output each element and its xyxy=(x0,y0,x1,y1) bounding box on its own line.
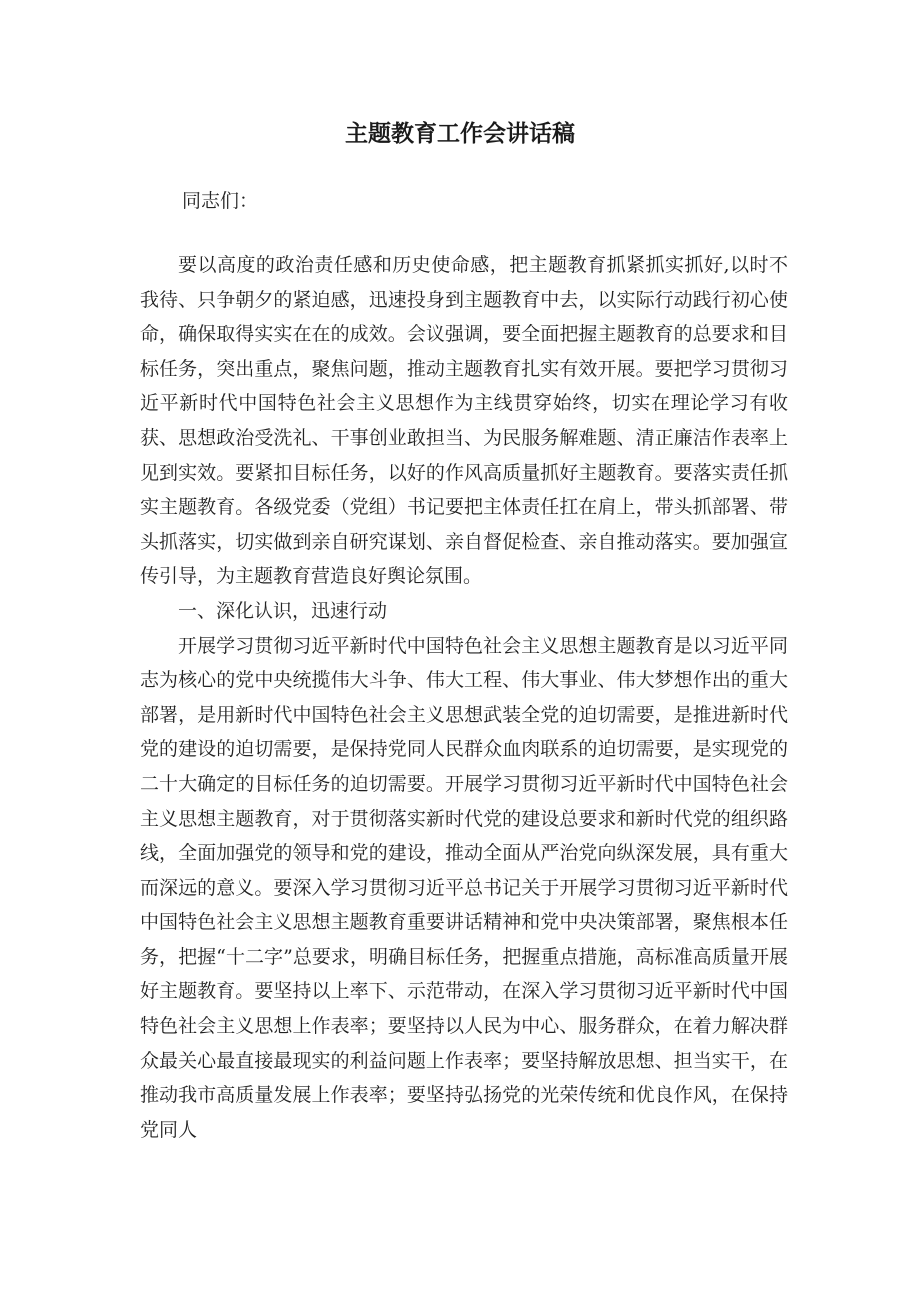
salutation: 同志们： xyxy=(182,190,259,212)
section-paragraph: 开展学习贯彻习近平新时代中国特色社会主义思想主题教育是以习近平同志为核心的党中央统揽伟大斗争、伟大工程、伟大事业、伟大梦想作出的重大部署，是用新时代中国特色社会主义思想武装全党的迫切需要，是推进新时代党的建设的迫切需要，是保持党同人民群众血肉联系的迫切需要，是实现党的二十大确定的目标任务的迫切需要。开展学习贯彻习近平新时代中国特色社会主义思想主题教育，对于贯彻落实新时代党的建设总要求和新时代党的组织路线，全面加强党的领导和党的建设，推动全面从严治党向纵深发展，具有重大而深远的意义。要深入学习贯彻习近平总书记关于开展学习贯彻习近平新时代中国特色社会主义思想主题教育重要讲话精神和党中央决策部署，聚焦根本任务，把握“十二字”总要求，明确目标任务，把握重点措施，高标准高质量开展好主题教育。要坚持以上率下、示范带动，在深入学习贯彻习近平新时代中国特色社会主义思想上作表率；要坚持以人民为中心、服务群众，在着力解决群众最关心最直接最现实的利益问题上作表率；要坚持解放思想、担当实干，在推动我市高质量发展上作表率；要坚持弘扬党的光荣传统和优良作风，在保持党同人 xyxy=(140,634,788,1141)
document-body xyxy=(140,248,788,1147)
document-title: 主题教育工作会讲话稿 xyxy=(345,121,575,147)
section-heading: 一、深化认识，迅速行动 xyxy=(178,599,388,622)
intro-paragraph: 要以高度的政治责任感和历史使命感，把主题教育抓紧抓实抓好,以时不我待、只争朝夕的紧迫感，迅速投身到主题教育中去，以实际行动践行初心使命，确保取得实实在在的成效。会议强调，要全面把握主题教育的总要求和目标任务，突出重点，聚焦问题，推动主题教育扎实有效开展。要把学习贯彻习近平新时代中国特色社会主义思想作为主线贯穿始终，切实在理论学习有收获、思想政治受洗礼、干事创业敢担当、为民服务解难题、清正廉洁作表率上见到实效。要紧扣目标任务，以好的作风高质量抓好主题教育。要落实责任抓实主题教育。各级党委（党组）书记要把主体责任扛在肩上，带头抓部署、带头抓落实，切实做到亲自研究谋划、亲自督促检查、亲自推动落实。要加强宣传引导，为主题教育营造良好舆论氛围。 xyxy=(140,254,788,588)
